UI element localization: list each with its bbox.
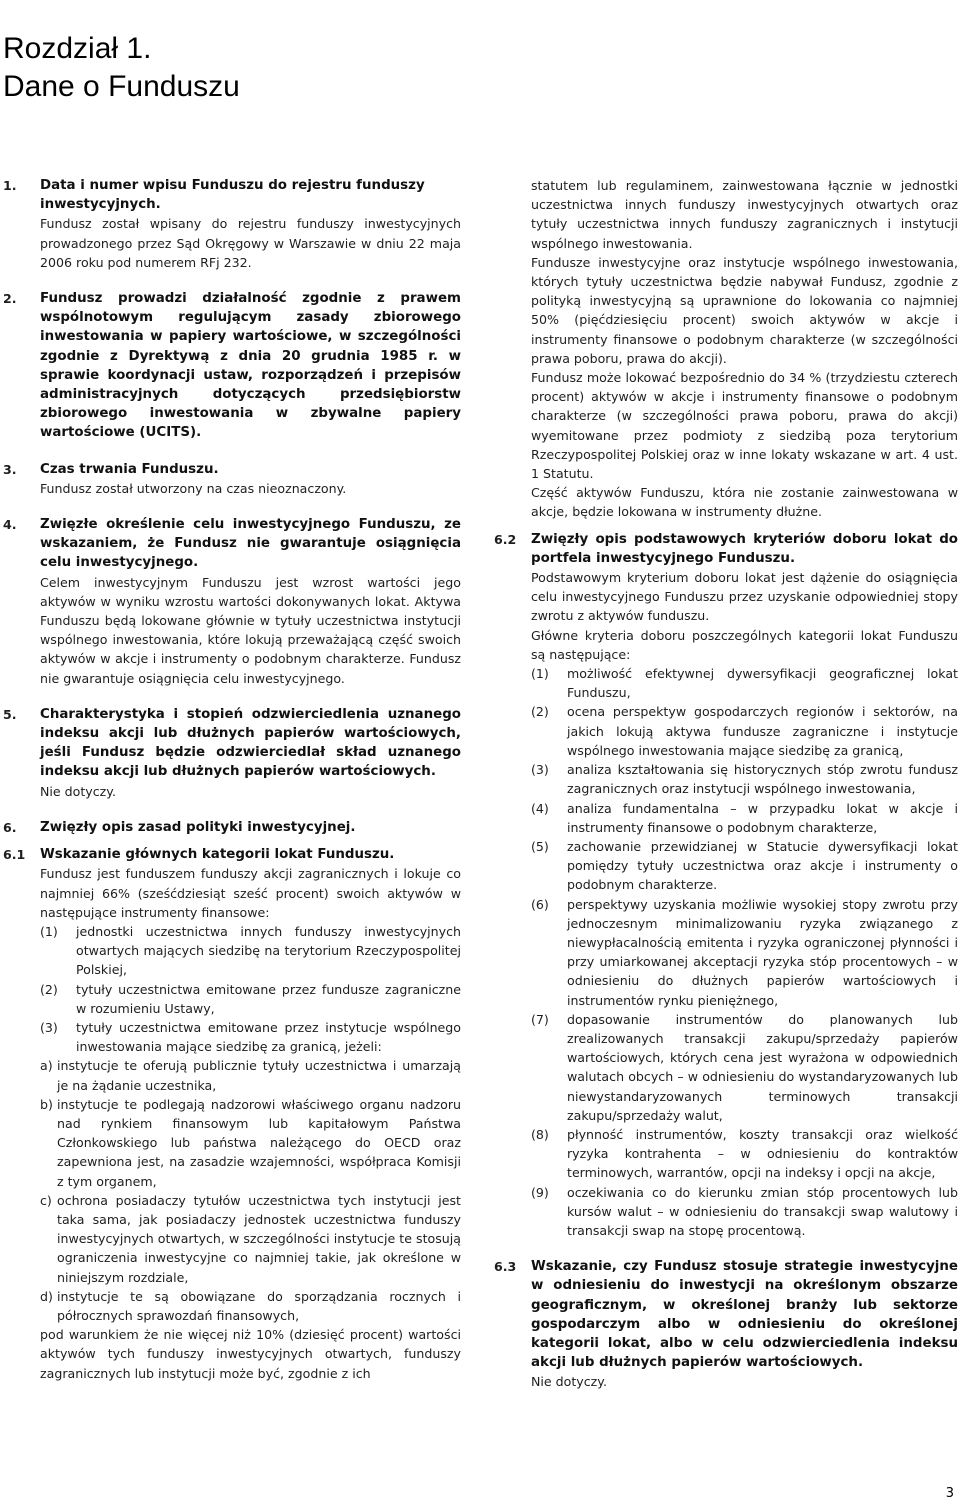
list-item [40,1018,461,1056]
criteria-item-label: (7) [531,1011,549,1027]
criteria-item-text: możliwość efektywnej dywersyfikacji geograficznej lokat Funduszu, [567,666,958,701]
section-6-1-cont-4: Część aktywów Funduszu, która nie zostanie zainwestowana w akcje, będzie lokowana w instrumenty dłużne. [531,485,958,520]
section-6-1-cont-2: Fundusze inwestycyjne oraz instytucje wspólnego inwestowania, których tytuły uczestnictwa będzie nabywał Fundusz, zgodnie z polityką inwestycyjną są uprawnione do lokowania co najmniej 50% (pięćdziesięciu procent) swoich aktywów w akcje i instrumenty finansowe o podobnym charakterze (w szczególności prawa poboru, prawa do akcji). [531,254,958,366]
criteria-item-text: zachowanie przewidzianej w Statucie dywersyfikacji lokat pomiędzy tytuły uczestnictwa oraz akcje i instrumenty o podobnym charakterze. [567,838,958,893]
section-1-text: Fundusz został wpisany do rejestru funduszy inwestycyjnych prowadzonego przez Sąd Okręgowy w Warszawie w dniu 22 maja 2006 roku pod numerem RFj 232. [40,216,461,270]
section-5-number: 5. [3,706,17,722]
section-2 [3,289,461,443]
section-6-2-heading: Zwięzły opis podstawowych kryteriów doboru lokat do portfela inwestycyjnego Funduszu. [531,531,958,566]
list-item-label: (3) [40,1019,58,1035]
criteria-item-text: perspektywy uzyskania możliwie wysokiej stopy zwrotu przy jednoczesnym minimalizowaniu ryzyka związanego z niewypłacalnością emitenta i ryzyka ograniczonej płynności i przy umiarkowanej akceptacji ryzyka stóp procentowych – w odniesieniu do dłużnych papierów wartościowych i instrumentów rynku pieniężnego, [567,896,958,1008]
section-6-1-heading: Wskazanie głównych kategorii lokat Funduszu. [40,847,395,863]
criteria-item-label: (3) [531,762,549,778]
chapter-title [3,30,240,106]
criteria-item-text: analiza fundamentalna – w przypadku lokat w akcje i instrumenty finansowe o podobnym charakterze, [567,800,958,835]
criteria-item [531,837,958,895]
section-4-text: Celem inwestycyjnym Funduszu jest wzrost wartości jego aktywów w wyniku wzrostu wartości dokonywanych lokat. Aktywa Funduszu będą lokowane głównie w tytuły uczestnictwa instytucji wspólnego inwestowania, które lokują przeważającą część swoich aktywów w akcje i instrumenty o podobnym charakterze. Fundusz nie gwarantuje osiągnięcia celu inwestycyjnego. [40,574,461,686]
section-6-1-continued [494,176,958,522]
criteria-item-label: (4) [531,800,549,816]
section-6-1-cont-3: Fundusz może lokować bezpośrednio do 34 % (trzydziestu czterech procent) aktywów w akcje i instrumenty finansowe o podobnym charakterze (w szczególności prawa poboru, prawa do akcji) wyemitowane przez podmioty z siedzibą poza terytorium Rzeczypospolitej Polskiej oraz w inne lokaty wskazane w art. 4 ust. 1 Statutu. [531,370,958,482]
section-6-2-p2: Główne kryteria doboru poszczególnych kategorii lokat Funduszu są następujące: [531,627,958,662]
criteria-item [531,1010,958,1125]
list-item [40,922,461,980]
sub-item [40,1095,461,1191]
section-6-1 [3,845,461,1383]
list-item [40,980,461,1018]
section-3-text: Fundusz został utworzony na czas nieoznaczony. [40,480,347,496]
list-item-label: (2) [40,981,58,997]
criteria-item-label: (6) [531,896,549,912]
sub-item-label: a) [40,1058,53,1074]
sub-item-text: instytucje te są obowiązane do sporządzania rocznych i półrocznych sprawozdań finansowych, [57,1288,461,1323]
section-5 [3,705,461,801]
criteria-item [531,760,958,798]
section-4-heading: Zwięzłe określenie celu inwestycyjnego Funduszu, ze wskazaniem, że Fundusz nie gwarantuje osiągnięcia celu inwestycyjnego. [40,517,461,571]
sub-item-text: instytucje te podlegają nadzorowi właściwego organu nadzoru nad rynkiem finansowym lub kapitałowym Państwa Członkowskiego lub państwa należącego do OECD oraz zapewniona jest, na zasadzie wzajemności, współpraca Komisji z tym organem, [57,1096,461,1189]
criteria-item-label: (1) [531,666,549,682]
section-6-number: 6. [3,819,17,835]
section-6-3-heading: Wskazanie, czy Fundusz stosuje strategie inwestycyjne w odniesieniu do inwestycji na określonym obszarze geograficznym, w określonej branży lub sektorze gospodarczym albo w odniesieniu do określonej kategorii lokat, albo w celu odzwierciedlenia indeksu akcji lub dłużnych papierów wartościowych. [531,1259,958,1371]
section-6-1-intro: Fundusz jest funduszem funduszy akcji zagranicznych i lokuje co najmniej 66% (sześćdziesiąt sześć procent) swoich aktywów w następujące instrumenty finansowe: [40,866,461,920]
criteria-item-text: płynność instrumentów, koszty transakcji oraz wielkość ryzyka kontrahenta – w odniesieniu do kontraktów terminowych, warrantów, opcji na indeksy i opcji na akcje, [567,1126,958,1181]
criteria-item-text: dopasowanie instrumentów do planowanych lub zrealizowanych transakcji zakupu/sprzedaży papierów wartościowych, których cena jest wyrażona w odpowiednich walutach obcych – w odniesieniu do wystandaryzowanych lub niewystandaryzowanych terminowych transakcji zakupu/sprzedaży walut, [567,1011,958,1123]
section-4-number: 4. [3,517,17,533]
list-item-text: tytuły uczestnictwa emitowane przez instytucje wspólnego inwestowania mające siedzibę za granicą, jeżeli: [76,1019,461,1055]
criteria-item [531,1183,958,1241]
section-6-3-number: 6.3 [494,1259,517,1275]
criteria-item [531,664,958,702]
criteria-item-label: (9) [531,1184,549,1200]
criteria-item [531,799,958,837]
section-6-2-number: 6.2 [494,531,517,547]
list-item-text: jednostki uczestnictwa innych funduszy inwestycyjnych otwartych mających siedzibę na terytorium Rzeczypospolitej Polskiej, [76,923,461,978]
sub-item [40,1056,461,1094]
section-6-2 [494,530,958,1241]
criteria-item-text: oczekiwania co do kierunku zmian stóp procentowych lub kursów walut – w odniesieniu do transakcji swap walutowy i transakcji swap na stopę procentową. [567,1184,958,1238]
right-column [494,176,958,1392]
page-number: 3 [945,1486,954,1501]
criteria-item [531,1125,958,1183]
criteria-item-text: ocena perspektyw gospodarczych regionów i sektorów, na jakich lokują aktywa fundusze zagraniczne i instytucje wspólnego inwestowania mające siedzibę za granicą, [567,704,958,758]
section-6-2-p1: Podstawowym kryterium doboru lokat jest dążenie do osiągnięcia celu inwestycyjnego Funduszu przez uzyskanie odpowiedniej stopy zwrotu z aktywów funduszu. [531,570,958,624]
criteria-item [531,895,958,1010]
chapter-title-line1: Rozdział 1. [3,32,152,65]
list-item-text: tytuły uczestnictwa emitowane przez fundusze zagraniczne w rozumieniu Ustawy, [76,981,461,1016]
section-6 [3,818,461,837]
criteria-item-label: (8) [531,1126,549,1142]
section-2-number: 2. [3,291,17,307]
section-4 [3,515,461,688]
section-6-1-tail: pod warunkiem że nie więcej niż 10% (dziesięć procent) wartości aktywów tych funduszy inwestycyjnych otwartych, funduszy zagranicznych lub instytucji może być, zgodnie z ich [40,1327,461,1381]
sub-item-label: c) [40,1192,52,1208]
section-3-heading: Czas trwania Funduszu. [40,461,219,477]
section-6-3-text: Nie dotyczy. [531,1374,607,1390]
section-6-3 [494,1257,958,1391]
list-item-label: (1) [40,923,58,939]
sub-item-label: d) [40,1288,53,1304]
section-3 [3,460,461,498]
section-1-number: 1. [3,178,17,193]
sub-item [40,1191,461,1287]
sub-item-label: b) [40,1096,53,1112]
section-3-number: 3. [3,461,17,477]
section-5-heading: Charakterystyka i stopień odzwierciedlenia uznanego indeksu akcji lub dłużnych papierów wartościowych, jeśli Fundusz będzie odzwierciedlał skład uznanego indeksu akcji lub dłużnych papierów wartościowych. [40,706,461,780]
criteria-item-label: (2) [531,704,549,720]
section-6-1-cont-1: statutem lub regulaminem, zainwestowana łącznie w jednostki uczestnictwa innych funduszy inwestycyjnych otwartych oraz tytuły uczestnictwa innych funduszy zagranicznych i instytucji wspólnego inwestowania. [531,178,958,251]
section-2-heading: Fundusz prowadzi działalność zgodnie z prawem wspólnotowym regulującym zasady zbiorowego inwestowania w papiery wartościowe, w szczególności zgodnie z Dyrektywą z dnia 20 grudnia 1985 r. w sprawie koordynacji ustaw, rozporządzeń i przepisów administracyjnych dotyczących przedsiębiorstw zbiorowego inwestowania w zbywalne papiery wartościowe (UCITS). [40,291,461,441]
criteria-item [531,702,958,760]
criteria-item-text: analiza kształtowania się historycznych stóp zwrotu fundusz zagranicznych oraz instytucji wspólnego inwestowania, [567,762,958,797]
section-6-1-number: 6.1 [3,847,26,863]
sub-item [40,1287,461,1325]
sub-item-text: instytucje te oferują publicznie tytuły uczestnictwa i umarzają je na żądanie uczestnika, [57,1058,461,1093]
section-1-heading: Data i numer wpisu Funduszu do rejestru funduszy inwestycyjnych. [40,178,425,213]
sub-item-text: ochrona posiadaczy tytułów uczestnictwa tych instytucji jest taka sama, jak posiadaczy jednostek uczestnictwa funduszy inwestycyjnych otwartych, w szczególności instytucje te stosują ograniczenia inwestycyjne co najmniej takie, jak określone w niniejszym rozdziale, [57,1192,461,1285]
criteria-item-label: (5) [531,838,549,854]
left-column [3,176,461,1383]
section-5-text: Nie dotyczy. [40,783,116,799]
section-1 [3,176,461,272]
section-6-heading: Zwięzły opis zasad polityki inwestycyjnej. [40,819,356,835]
chapter-title-line2: Dane o Funduszu [3,70,240,103]
